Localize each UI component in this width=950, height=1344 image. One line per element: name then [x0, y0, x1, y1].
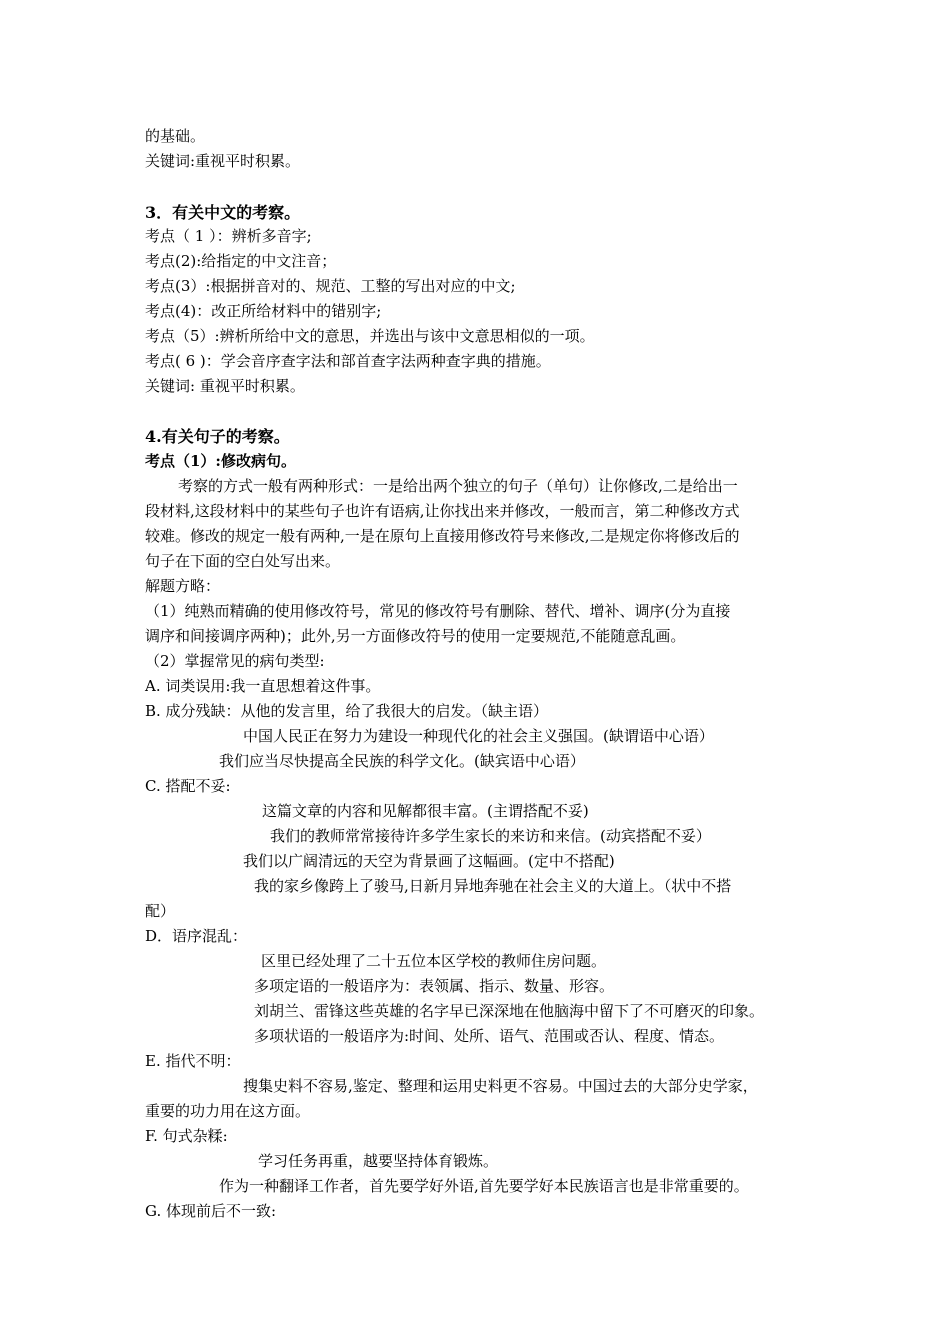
list-item: E. 指代不明： — [145, 1052, 241, 1070]
paragraph-line: 段材料,这段材料中的某些句子也许有语病,让你找出来并修改，一般而言，第二种修改方式 — [145, 502, 740, 520]
example-line: 我们应当尽快提高全民族的科学文化。(缺宾语中心语） — [219, 752, 585, 770]
example-line: 我们的教师常常接待许多学生家长的来访和来信。(动宾搭配不妥） — [270, 827, 711, 845]
example-line: 配） — [145, 902, 176, 920]
text-line: 考点(4)：改正所给材料中的错别字; — [145, 302, 382, 320]
example-line: 这篇文章的内容和见解都很丰富。(主谓搭配不妥) — [262, 802, 589, 820]
text-line: 解题方略： — [145, 577, 221, 595]
paragraph-line: 较难。修改的规定一般有两种,一是在原句上直接用修改符号来修改,二是规定你将修改后的 — [145, 527, 740, 545]
example-line: 搜集史料不容易,鉴定、整理和运用史料更不容易。中国过去的大部分史学家， — [243, 1077, 758, 1095]
example-line: 我们以广阔清远的天空为背景画了这幅画。(定中不搭配) — [243, 852, 615, 870]
example-line: 多项状语的一般语序为:时间、处所、语气、范围或否认、程度、情态。 — [254, 1027, 725, 1045]
list-item: G. 体现前后不一致: — [145, 1202, 277, 1220]
example-line: 学习任务再重，越要坚持体育锻炼。 — [258, 1152, 499, 1170]
example-line: 重要的功力用在这方面。 — [145, 1102, 311, 1120]
text-line: 关键词: 重视平时积累。 — [145, 377, 305, 395]
list-item: A. 词类误用:我一直思想着这件事。 — [145, 677, 381, 695]
example-line: 多项定语的一般语序为：表领属、指示、数量、形容。 — [254, 977, 615, 995]
list-item: B. 成分残缺：从他的发言里，给了我很大的启发。（缺主语） — [145, 702, 549, 720]
paragraph-line: 考察的方式一般有两种形式：一是给出两个独立的句子（单句）让你修改,二是给出一 — [178, 477, 738, 495]
text-line: 调序和间接调序两种)；此外,另一方面修改符号的使用一定要规范,不能随意乱画。 — [145, 627, 686, 645]
text-line: 考点（ 1 ）：辨析多音字; — [145, 227, 312, 245]
text-line: 考点(3）:根据拼音对的、规范、工整的写出对应的中文; — [145, 277, 516, 295]
list-item: C. 搭配不妥: — [145, 777, 231, 795]
text-line: （2）掌握常见的病句类型: — [145, 652, 325, 670]
example-line: 刘胡兰、雷锋这些英雄的名字早已深深地在他脑海中留下了不可磨灭的印象。 — [254, 1002, 765, 1020]
text-line: （1）纯熟而精确的使用修改符号，常见的修改符号有删除、替代、增补、调序(分为直接 — [145, 602, 731, 620]
text-line: 考点(2):给指定的中文注音； — [145, 252, 337, 270]
example-line: 作为一种翻译工作者，首先要学好外语,首先要学好本民族语言也是非常重要的。 — [219, 1177, 749, 1195]
subheading: 考点（1）:修改病句。 — [145, 452, 296, 470]
text-line: 考点( 6 )：学会音序查字法和部首查字法两种查字典的措施。 — [145, 352, 551, 370]
text-line: 关键词:重视平时积累。 — [145, 152, 301, 170]
list-item: D．语序混乱： — [145, 927, 248, 945]
example-line: 我的家乡像跨上了骏马,日新月异地奔驰在社会主义的大道上。（状中不搭 — [254, 877, 732, 895]
section-heading: 4.有关句子的考察。 — [145, 427, 290, 446]
example-line: 区里已经处理了二十五位本区学校的教师住房问题。 — [261, 952, 607, 970]
list-item: F. 句式杂糅: — [145, 1127, 228, 1145]
example-line: 中国人民正在努力为建设一种现代化的社会主义强国。(缺谓语中心语） — [243, 727, 714, 745]
text-line: 的基础。 — [145, 127, 206, 145]
section-heading: 3．有关中文的考察。 — [145, 203, 301, 222]
paragraph-line: 句子在下面的空白处写出来。 — [145, 552, 341, 570]
text-line: 考点（5）:辨析所给中文的意思，并选出与该中文意思相似的一项。 — [145, 327, 595, 345]
